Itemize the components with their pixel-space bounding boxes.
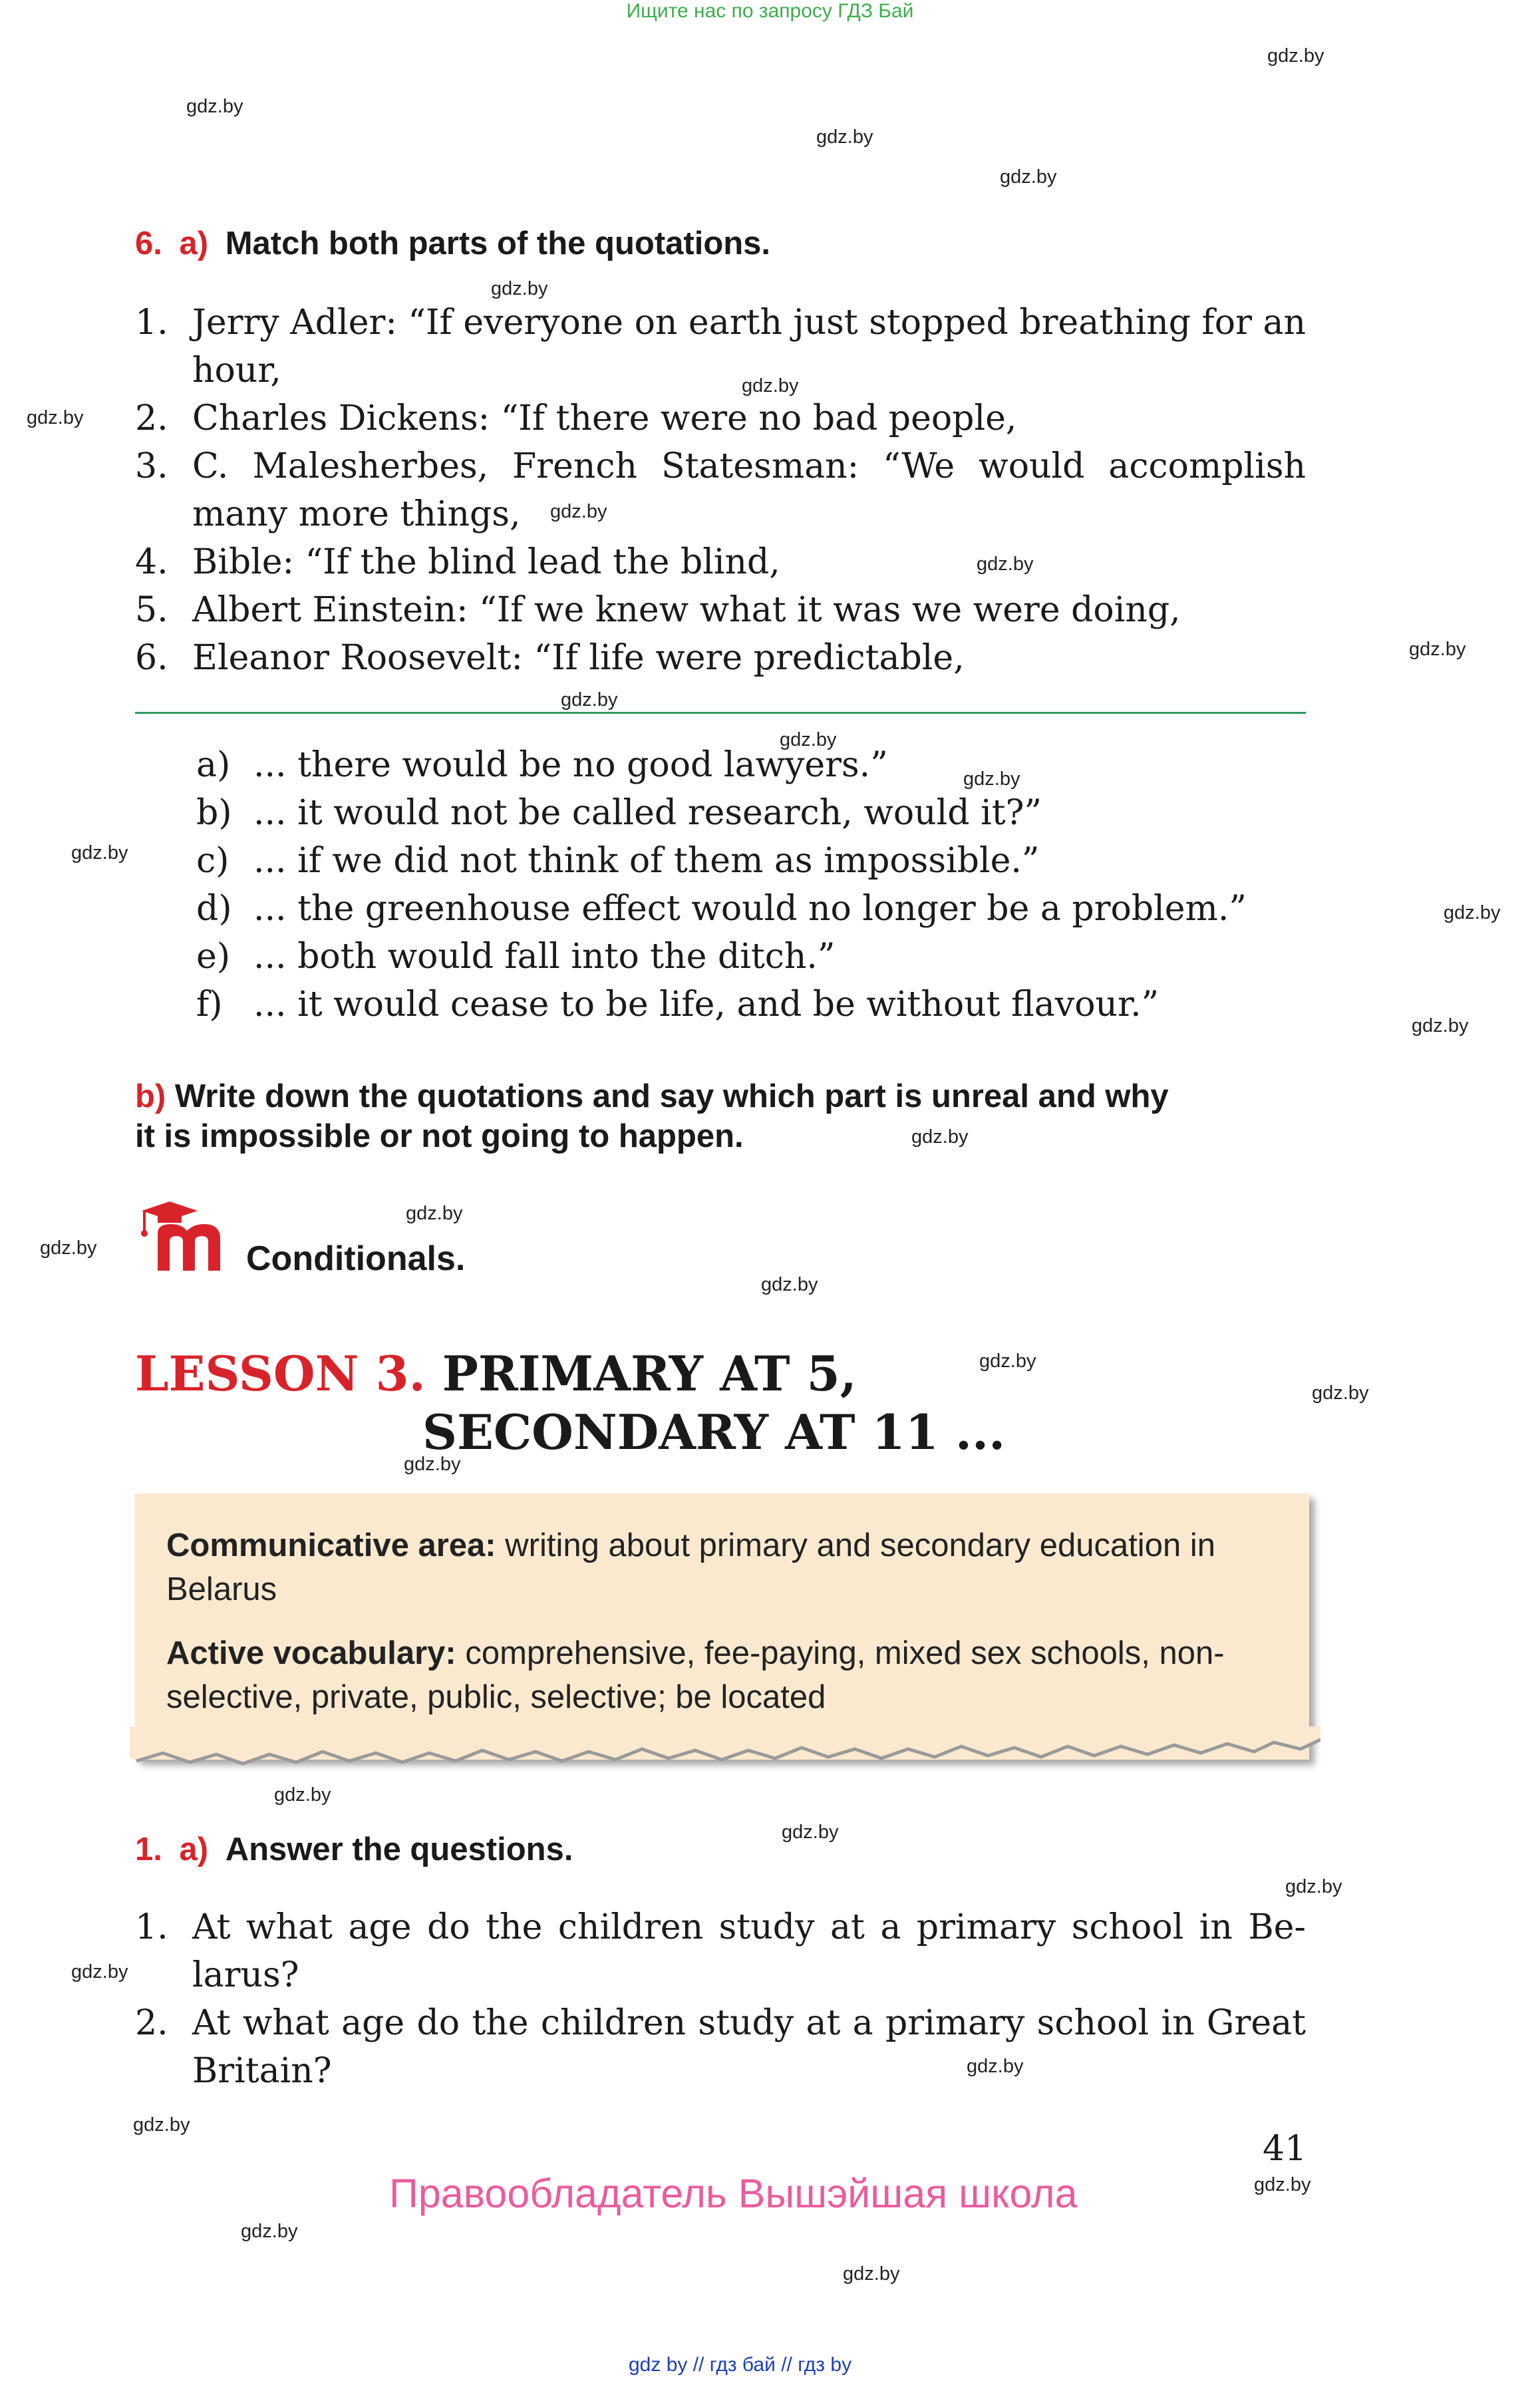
- task6-heading: [135, 225, 770, 262]
- part-b-line: it is impossible or not going to happen.: [135, 1118, 744, 1154]
- task-number: 6.: [135, 226, 162, 261]
- grammar-reference-label[interactable]: Conditionals.: [246, 1239, 466, 1278]
- watermark: gdz.by: [979, 1351, 1036, 1372]
- value: comprehensive, fee-paying, mixed sex schools, non-selective, private, public, selective; be located: [166, 1635, 1225, 1715]
- list-item: [135, 442, 1306, 538]
- list-item: [135, 538, 1306, 586]
- watermark: gdz.by: [967, 2056, 1024, 2077]
- watermark: gdz.by: [911, 1126, 969, 1148]
- watermark: gdz.by: [1412, 1015, 1469, 1037]
- quotation-second-parts: [196, 741, 1327, 1029]
- value: writing about primary and secondary education in Belarus: [166, 1527, 1215, 1607]
- watermark: gdz.by: [782, 1822, 839, 1843]
- lesson-title-line1: PRIMARY AT 5,: [442, 1345, 857, 1402]
- watermark: gdz.by: [491, 278, 548, 299]
- watermark: gdz.by: [186, 96, 243, 117]
- watermark: gdz.by: [816, 126, 873, 148]
- list-item: [196, 741, 1327, 789]
- watermark: gdz.by: [1285, 1876, 1342, 1897]
- part-letter: a): [179, 1832, 209, 1867]
- watermark: gdz.by: [1267, 45, 1324, 67]
- m-graduation-cap-icon: [135, 1201, 231, 1275]
- item-letter: a): [196, 745, 231, 785]
- page-number: 41: [1263, 2129, 1307, 2169]
- watermark: gdz.by: [780, 729, 837, 750]
- list-item: [196, 789, 1327, 837]
- item-letter: e): [196, 937, 231, 977]
- questions-list: [135, 1903, 1306, 2095]
- list-item: [196, 981, 1327, 1029]
- item-text: ... it would not be called research, would it?”: [253, 793, 1042, 833]
- item-number: 1.: [135, 303, 168, 343]
- item-text: ... the greenhouse effect would no longer be a problem.”: [253, 889, 1247, 929]
- task6-part-b: [135, 1076, 1169, 1156]
- watermark: gdz.by: [742, 375, 799, 397]
- copyright-notice: Правообладатель Вышэйшая школа: [389, 2171, 1078, 2216]
- label: Active vocabulary:: [166, 1635, 456, 1671]
- item-text: ... it would cease to be life, and be without flavour.”: [253, 985, 1159, 1025]
- list-item: [135, 299, 1306, 395]
- info-box-text: [166, 1523, 1284, 1719]
- item-text: At what age do the children study at a primary school in Great Britain?: [192, 2003, 1306, 2091]
- list-item: [196, 885, 1327, 933]
- item-letter: d): [196, 889, 232, 929]
- watermark: gdz.by: [1254, 2174, 1311, 2195]
- part-letter: a): [179, 226, 209, 261]
- item-text: At what age do the children study at a primary school in Be-larus?: [192, 1907, 1306, 1995]
- watermark: gdz.by: [1409, 639, 1466, 660]
- item-text: C. Malesherbes, French Statesman: “We would accomplish many more things,: [192, 446, 1306, 534]
- list-item: [135, 395, 1306, 442]
- watermark: gdz.by: [977, 554, 1034, 575]
- watermark: gdz.by: [1444, 902, 1501, 923]
- item-number: 3.: [135, 446, 168, 486]
- item-number: 4.: [135, 542, 168, 582]
- item-text: Bible: “If the blind lead the blind,: [192, 542, 780, 582]
- lesson-title: [135, 1344, 857, 1404]
- list-item: [135, 1999, 1306, 2095]
- lesson-title-line2: SECONDARY AT 11 ...: [422, 1404, 1006, 1460]
- item-number: 2.: [135, 399, 168, 438]
- watermark: gdz.by: [1000, 166, 1057, 188]
- watermark: gdz.by: [241, 2221, 298, 2242]
- item-text: ... if we did not think of them as impossible.”: [253, 841, 1040, 881]
- top-banner[interactable]: Ищите нас по запросу ГДЗ Бай: [626, 0, 914, 22]
- watermark: gdz.by: [274, 1784, 331, 1806]
- task-instruction: Answer the questions.: [225, 1832, 573, 1867]
- item-letter: f): [196, 985, 223, 1025]
- item-text: Eleanor Roosevelt: “If life were predictable,: [192, 638, 965, 678]
- footer-links[interactable]: gdz by // гдз бай // гдз by: [629, 2354, 852, 2376]
- list-item: [135, 634, 1306, 682]
- item-letter: c): [196, 841, 230, 881]
- active-vocabulary: [166, 1631, 1284, 1719]
- lesson-label: LESSON 3.: [135, 1345, 426, 1402]
- watermark: gdz.by: [963, 768, 1020, 790]
- watermark: gdz.by: [27, 407, 84, 428]
- torn-edge: [130, 1726, 1320, 1776]
- watermark: gdz.by: [761, 1274, 818, 1295]
- item-number: 6.: [135, 638, 168, 678]
- task-number: 1.: [135, 1832, 162, 1867]
- list-item: [135, 1903, 1306, 1999]
- label: Communicative area:: [166, 1527, 496, 1563]
- quotation-first-parts: [135, 299, 1306, 682]
- watermark: gdz.by: [133, 2114, 190, 2136]
- item-number: 5.: [135, 590, 168, 630]
- watermark: gdz.by: [550, 501, 607, 522]
- part-b-text: Write down the quotations and say which part is unreal and why: [174, 1078, 1169, 1114]
- list-item: [135, 586, 1306, 634]
- item-text: Charles Dickens: “If there were no bad people,: [192, 399, 1017, 438]
- task1-heading: [135, 1831, 573, 1868]
- communicative-area: [166, 1523, 1284, 1611]
- watermark: gdz.by: [843, 2263, 900, 2285]
- item-letter: b): [196, 793, 232, 833]
- item-text: Albert Einstein: “If we knew what it was we were doing,: [192, 590, 1181, 630]
- item-text: Jerry Adler: “If everyone on earth just stopped breathing for an hour,: [192, 303, 1306, 391]
- watermark: gdz.by: [1312, 1382, 1369, 1404]
- watermark: gdz.by: [404, 1454, 461, 1475]
- item-text: ... both would fall into the ditch.”: [253, 937, 836, 977]
- part-b-line: [135, 1076, 1169, 1116]
- task-instruction: Match both parts of the quotations.: [225, 226, 771, 261]
- watermark: gdz.by: [406, 1203, 463, 1224]
- item-text: ... there would be no good lawyers.”: [253, 745, 888, 785]
- part-letter: b): [135, 1078, 166, 1114]
- watermark: gdz.by: [40, 1237, 97, 1259]
- list-item: [196, 933, 1327, 981]
- list-item: [196, 837, 1327, 885]
- item-number: 1.: [135, 1907, 168, 1947]
- divider: [135, 712, 1306, 714]
- watermark: gdz.by: [71, 842, 128, 864]
- watermark: gdz.by: [561, 689, 618, 711]
- item-number: 2.: [135, 2003, 168, 2043]
- watermark: gdz.by: [71, 1961, 128, 1983]
